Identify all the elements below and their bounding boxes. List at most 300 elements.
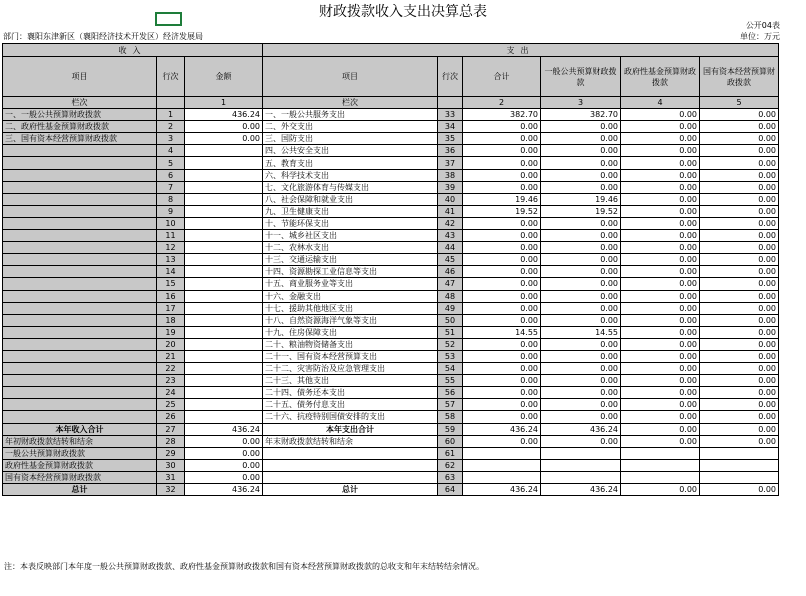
expense-soe-cell[interactable]: 0.00 (700, 350, 779, 362)
expense-item-cell[interactable]: 五、教育支出 (263, 157, 438, 169)
index-col-2[interactable]: 2 (463, 97, 541, 109)
expense-soe-cell[interactable]: 0.00 (700, 230, 779, 242)
expense-total-cell[interactable]: 0.00 (463, 242, 541, 254)
expense-fund-cell[interactable]: 0.00 (621, 350, 700, 362)
expense-rownum-cell[interactable]: 51 (438, 326, 463, 338)
expense-rownum-cell[interactable]: 46 (438, 266, 463, 278)
expense-soe-cell[interactable]: 0.00 (700, 326, 779, 338)
income-item-cell[interactable] (3, 350, 157, 362)
income-amount-cell[interactable] (185, 254, 263, 266)
income-item-cell[interactable]: 一般公共预算财政拨款 (3, 447, 157, 459)
expense-soe-cell[interactable]: 0.00 (700, 254, 779, 266)
income-amount-cell[interactable] (185, 145, 263, 157)
expense-fund-cell[interactable]: 0.00 (621, 169, 700, 181)
expense-item-cell[interactable]: 二、外交支出 (263, 121, 438, 133)
income-item-cell[interactable] (3, 217, 157, 229)
expense-total-cell[interactable]: 19.52 (463, 205, 541, 217)
income-rownum-cell[interactable]: 3 (157, 133, 185, 145)
income-amount-cell[interactable] (185, 181, 263, 193)
income-item-cell[interactable] (3, 363, 157, 375)
expense-general-cell[interactable]: 0.00 (541, 387, 621, 399)
income-rownum-cell[interactable]: 13 (157, 254, 185, 266)
expense-total-cell[interactable]: 0.00 (463, 145, 541, 157)
expense-soe-cell[interactable] (700, 447, 779, 459)
expense-total-cell[interactable]: 14.55 (463, 326, 541, 338)
expense-item-cell[interactable]: 年末财政拨款结转和结余 (263, 435, 438, 447)
expense-item-cell[interactable]: 十九、住房保障支出 (263, 326, 438, 338)
income-amount-cell[interactable] (185, 399, 263, 411)
expense-soe-cell[interactable]: 0.00 (700, 363, 779, 375)
expense-total-cell[interactable]: 0.00 (463, 266, 541, 278)
expense-total-cell[interactable]: 0.00 (463, 157, 541, 169)
expense-general-cell[interactable]: 0.00 (541, 375, 621, 387)
expense-general-cell[interactable]: 0.00 (541, 363, 621, 375)
income-amount-cell[interactable]: 436.24 (185, 423, 263, 435)
income-rownum-cell[interactable]: 11 (157, 230, 185, 242)
income-rownum-cell[interactable]: 29 (157, 447, 185, 459)
expense-total-cell[interactable]: 0.00 (463, 290, 541, 302)
expense-soe-cell[interactable]: 0.00 (700, 133, 779, 145)
income-rownum-cell[interactable]: 24 (157, 387, 185, 399)
header-expense-total[interactable]: 合计 (463, 57, 541, 97)
expense-fund-cell[interactable] (621, 447, 700, 459)
income-amount-cell[interactable]: 0.00 (185, 121, 263, 133)
income-amount-cell[interactable] (185, 193, 263, 205)
expense-general-cell[interactable]: 0.00 (541, 230, 621, 242)
expense-fund-cell[interactable]: 0.00 (621, 375, 700, 387)
index-blank-right[interactable] (438, 97, 463, 109)
expense-soe-cell[interactable]: 0.00 (700, 109, 779, 121)
expense-fund-cell[interactable]: 0.00 (621, 363, 700, 375)
income-amount-cell[interactable] (185, 278, 263, 290)
expense-item-cell[interactable] (263, 459, 438, 471)
expense-total-cell[interactable]: 0.00 (463, 338, 541, 350)
header-income-item[interactable]: 项目 (3, 57, 157, 97)
expense-fund-cell[interactable]: 0.00 (621, 484, 700, 496)
expense-item-cell[interactable]: 二十、粮油物资储备支出 (263, 338, 438, 350)
expense-rownum-cell[interactable]: 38 (438, 169, 463, 181)
expense-fund-cell[interactable]: 0.00 (621, 254, 700, 266)
income-item-cell[interactable]: 年初财政拨款结转和结余 (3, 435, 157, 447)
expense-item-cell[interactable]: 十五、商业服务业等支出 (263, 278, 438, 290)
income-amount-cell[interactable] (185, 290, 263, 302)
expense-total-cell[interactable]: 0.00 (463, 411, 541, 423)
income-item-cell[interactable]: 二、政府性基金预算财政拨款 (3, 121, 157, 133)
expense-fund-cell[interactable]: 0.00 (621, 217, 700, 229)
expense-fund-cell[interactable]: 0.00 (621, 266, 700, 278)
expense-total-cell[interactable]: 0.00 (463, 302, 541, 314)
expense-fund-cell[interactable]: 0.00 (621, 145, 700, 157)
expense-total-cell[interactable]: 436.24 (463, 423, 541, 435)
income-rownum-cell[interactable]: 22 (157, 363, 185, 375)
expense-general-cell[interactable]: 436.24 (541, 484, 621, 496)
expense-fund-cell[interactable]: 0.00 (621, 387, 700, 399)
expense-item-cell[interactable]: 十一、城乡社区支出 (263, 230, 438, 242)
income-amount-cell[interactable]: 0.00 (185, 471, 263, 483)
header-expense-item[interactable]: 项目 (263, 57, 438, 97)
income-amount-cell[interactable] (185, 230, 263, 242)
expense-fund-cell[interactable] (621, 459, 700, 471)
expense-soe-cell[interactable]: 0.00 (700, 217, 779, 229)
expense-fund-cell[interactable]: 0.00 (621, 230, 700, 242)
expense-rownum-cell[interactable]: 40 (438, 193, 463, 205)
expense-soe-cell[interactable]: 0.00 (700, 205, 779, 217)
header-expense-rownum[interactable]: 行次 (438, 57, 463, 97)
expense-fund-cell[interactable]: 0.00 (621, 242, 700, 254)
expense-general-cell[interactable]: 0.00 (541, 435, 621, 447)
income-rownum-cell[interactable]: 14 (157, 266, 185, 278)
income-item-cell[interactable] (3, 242, 157, 254)
expense-section-header[interactable]: 支出 (263, 44, 779, 57)
income-item-cell[interactable] (3, 145, 157, 157)
expense-soe-cell[interactable]: 0.00 (700, 411, 779, 423)
index-col-4[interactable]: 4 (621, 97, 700, 109)
expense-total-cell[interactable]: 0.00 (463, 121, 541, 133)
expense-total-cell[interactable]: 0.00 (463, 133, 541, 145)
expense-total-cell[interactable]: 0.00 (463, 230, 541, 242)
expense-soe-cell[interactable]: 0.00 (700, 181, 779, 193)
header-income-rownum[interactable]: 行次 (157, 57, 185, 97)
income-item-cell[interactable]: 国有资本经营预算财政拨款 (3, 471, 157, 483)
income-rownum-cell[interactable]: 26 (157, 411, 185, 423)
expense-total-cell[interactable]: 0.00 (463, 435, 541, 447)
expense-general-cell[interactable]: 0.00 (541, 181, 621, 193)
income-amount-cell[interactable] (185, 169, 263, 181)
expense-general-cell[interactable]: 0.00 (541, 278, 621, 290)
expense-rownum-cell[interactable]: 36 (438, 145, 463, 157)
income-amount-cell[interactable]: 436.24 (185, 484, 263, 496)
expense-item-cell[interactable]: 十八、自然资源海洋气象等支出 (263, 314, 438, 326)
expense-general-cell[interactable]: 0.00 (541, 169, 621, 181)
income-item-cell[interactable]: 政府性基金预算财政拨款 (3, 459, 157, 471)
income-rownum-cell[interactable]: 27 (157, 423, 185, 435)
income-rownum-cell[interactable]: 31 (157, 471, 185, 483)
header-expense-soe[interactable]: 国有资本经营预算财政拨款 (700, 57, 779, 97)
expense-general-cell[interactable]: 0.00 (541, 314, 621, 326)
expense-soe-cell[interactable]: 0.00 (700, 484, 779, 496)
expense-item-cell[interactable]: 三、国防支出 (263, 133, 438, 145)
income-amount-cell[interactable]: 0.00 (185, 447, 263, 459)
header-expense-general[interactable]: 一般公共预算财政拨款 (541, 57, 621, 97)
expense-fund-cell[interactable]: 0.00 (621, 193, 700, 205)
income-rownum-cell[interactable]: 18 (157, 314, 185, 326)
header-income-amount[interactable]: 金额 (185, 57, 263, 97)
expense-rownum-cell[interactable]: 33 (438, 109, 463, 121)
expense-rownum-cell[interactable]: 39 (438, 181, 463, 193)
expense-general-cell[interactable]: 0.00 (541, 217, 621, 229)
expense-rownum-cell[interactable]: 37 (438, 157, 463, 169)
expense-rownum-cell[interactable]: 34 (438, 121, 463, 133)
expense-soe-cell[interactable]: 0.00 (700, 145, 779, 157)
expense-fund-cell[interactable]: 0.00 (621, 399, 700, 411)
expense-general-cell[interactable] (541, 459, 621, 471)
income-amount-cell[interactable] (185, 326, 263, 338)
expense-rownum-cell[interactable]: 57 (438, 399, 463, 411)
expense-general-cell[interactable]: 436.24 (541, 423, 621, 435)
header-expense-fund[interactable]: 政府性基金预算财政拨款 (621, 57, 700, 97)
expense-item-cell[interactable]: 十三、交通运输支出 (263, 254, 438, 266)
income-rownum-cell[interactable]: 20 (157, 338, 185, 350)
expense-rownum-cell[interactable]: 47 (438, 278, 463, 290)
expense-fund-cell[interactable]: 0.00 (621, 411, 700, 423)
expense-rownum-cell[interactable]: 63 (438, 471, 463, 483)
expense-fund-cell[interactable]: 0.00 (621, 109, 700, 121)
index-col-1[interactable]: 1 (185, 97, 263, 109)
income-rownum-cell[interactable]: 21 (157, 350, 185, 362)
income-item-cell[interactable]: 三、国有资本经营预算财政拨款 (3, 133, 157, 145)
income-item-cell[interactable] (3, 169, 157, 181)
expense-item-cell[interactable]: 十四、资源勘探工业信息等支出 (263, 266, 438, 278)
income-amount-cell[interactable] (185, 302, 263, 314)
expense-general-cell[interactable]: 0.00 (541, 254, 621, 266)
expense-fund-cell[interactable]: 0.00 (621, 338, 700, 350)
expense-soe-cell[interactable]: 0.00 (700, 375, 779, 387)
income-amount-cell[interactable]: 0.00 (185, 133, 263, 145)
income-rownum-cell[interactable]: 1 (157, 109, 185, 121)
expense-soe-cell[interactable]: 0.00 (700, 169, 779, 181)
expense-general-cell[interactable]: 0.00 (541, 145, 621, 157)
expense-rownum-cell[interactable]: 48 (438, 290, 463, 302)
expense-rownum-cell[interactable]: 42 (438, 217, 463, 229)
index-label-right[interactable]: 栏次 (263, 97, 438, 109)
income-rownum-cell[interactable]: 9 (157, 205, 185, 217)
expense-general-cell[interactable]: 0.00 (541, 411, 621, 423)
income-amount-cell[interactable]: 0.00 (185, 435, 263, 447)
expense-soe-cell[interactable]: 0.00 (700, 266, 779, 278)
expense-soe-cell[interactable]: 0.00 (700, 338, 779, 350)
expense-general-cell[interactable]: 14.55 (541, 326, 621, 338)
expense-item-cell[interactable]: 二十三、其他支出 (263, 375, 438, 387)
income-rownum-cell[interactable]: 23 (157, 375, 185, 387)
expense-total-cell[interactable]: 0.00 (463, 375, 541, 387)
income-amount-cell[interactable]: 436.24 (185, 109, 263, 121)
expense-soe-cell[interactable]: 0.00 (700, 423, 779, 435)
income-amount-cell[interactable] (185, 205, 263, 217)
expense-fund-cell[interactable]: 0.00 (621, 133, 700, 145)
income-item-cell[interactable]: 本年收入合计 (3, 423, 157, 435)
index-col-5[interactable]: 5 (700, 97, 779, 109)
expense-fund-cell[interactable] (621, 471, 700, 483)
expense-total-cell[interactable]: 0.00 (463, 217, 541, 229)
expense-rownum-cell[interactable]: 53 (438, 350, 463, 362)
income-item-cell[interactable] (3, 411, 157, 423)
expense-rownum-cell[interactable]: 35 (438, 133, 463, 145)
expense-total-cell[interactable] (463, 471, 541, 483)
expense-fund-cell[interactable]: 0.00 (621, 181, 700, 193)
expense-rownum-cell[interactable]: 62 (438, 459, 463, 471)
expense-soe-cell[interactable]: 0.00 (700, 387, 779, 399)
expense-soe-cell[interactable]: 0.00 (700, 302, 779, 314)
expense-total-cell[interactable] (463, 459, 541, 471)
income-amount-cell[interactable] (185, 338, 263, 350)
income-amount-cell[interactable] (185, 217, 263, 229)
expense-soe-cell[interactable]: 0.00 (700, 278, 779, 290)
expense-rownum-cell[interactable]: 41 (438, 205, 463, 217)
income-item-cell[interactable] (3, 387, 157, 399)
expense-general-cell[interactable]: 19.52 (541, 205, 621, 217)
income-item-cell[interactable] (3, 230, 157, 242)
expense-item-cell[interactable]: 十、节能环保支出 (263, 217, 438, 229)
income-item-cell[interactable] (3, 302, 157, 314)
income-rownum-cell[interactable]: 32 (157, 484, 185, 496)
income-rownum-cell[interactable]: 7 (157, 181, 185, 193)
index-label-left[interactable]: 栏次 (3, 97, 157, 109)
income-item-cell[interactable] (3, 278, 157, 290)
income-item-cell[interactable] (3, 326, 157, 338)
income-amount-cell[interactable]: 0.00 (185, 459, 263, 471)
index-col-3[interactable]: 3 (541, 97, 621, 109)
expense-item-cell[interactable]: 二十六、抗疫特别国债安排的支出 (263, 411, 438, 423)
expense-fund-cell[interactable]: 0.00 (621, 278, 700, 290)
expense-total-cell[interactable]: 19.46 (463, 193, 541, 205)
expense-general-cell[interactable]: 0.00 (541, 242, 621, 254)
income-rownum-cell[interactable]: 15 (157, 278, 185, 290)
income-rownum-cell[interactable]: 12 (157, 242, 185, 254)
expense-soe-cell[interactable]: 0.00 (700, 435, 779, 447)
expense-rownum-cell[interactable]: 55 (438, 375, 463, 387)
income-rownum-cell[interactable]: 25 (157, 399, 185, 411)
expense-item-cell[interactable]: 十二、农林水支出 (263, 242, 438, 254)
expense-fund-cell[interactable]: 0.00 (621, 157, 700, 169)
income-rownum-cell[interactable]: 17 (157, 302, 185, 314)
expense-total-cell[interactable]: 0.00 (463, 181, 541, 193)
expense-fund-cell[interactable]: 0.00 (621, 314, 700, 326)
income-item-cell[interactable]: 一、一般公共预算财政拨款 (3, 109, 157, 121)
expense-rownum-cell[interactable]: 43 (438, 230, 463, 242)
income-amount-cell[interactable] (185, 411, 263, 423)
income-item-cell[interactable] (3, 338, 157, 350)
income-rownum-cell[interactable]: 19 (157, 326, 185, 338)
income-rownum-cell[interactable]: 16 (157, 290, 185, 302)
expense-general-cell[interactable] (541, 447, 621, 459)
expense-total-cell[interactable]: 0.00 (463, 399, 541, 411)
income-rownum-cell[interactable]: 4 (157, 145, 185, 157)
expense-item-cell[interactable]: 四、公共安全支出 (263, 145, 438, 157)
expense-general-cell[interactable]: 0.00 (541, 338, 621, 350)
income-amount-cell[interactable] (185, 375, 263, 387)
expense-item-cell[interactable] (263, 447, 438, 459)
income-rownum-cell[interactable]: 10 (157, 217, 185, 229)
expense-soe-cell[interactable] (700, 459, 779, 471)
income-rownum-cell[interactable]: 30 (157, 459, 185, 471)
income-amount-cell[interactable] (185, 157, 263, 169)
expense-fund-cell[interactable]: 0.00 (621, 290, 700, 302)
expense-item-cell[interactable]: 一、一般公共服务支出 (263, 109, 438, 121)
expense-soe-cell[interactable]: 0.00 (700, 121, 779, 133)
expense-rownum-cell[interactable]: 54 (438, 363, 463, 375)
income-item-cell[interactable] (3, 290, 157, 302)
expense-general-cell[interactable]: 382.70 (541, 109, 621, 121)
expense-fund-cell[interactable]: 0.00 (621, 423, 700, 435)
income-rownum-cell[interactable]: 6 (157, 169, 185, 181)
expense-item-cell[interactable]: 十六、金融支出 (263, 290, 438, 302)
expense-rownum-cell[interactable]: 49 (438, 302, 463, 314)
expense-total-cell[interactable]: 0.00 (463, 350, 541, 362)
expense-fund-cell[interactable]: 0.00 (621, 435, 700, 447)
expense-rownum-cell[interactable]: 60 (438, 435, 463, 447)
expense-total-cell[interactable]: 0.00 (463, 314, 541, 326)
expense-general-cell[interactable]: 0.00 (541, 157, 621, 169)
expense-soe-cell[interactable]: 0.00 (700, 399, 779, 411)
expense-general-cell[interactable]: 0.00 (541, 399, 621, 411)
expense-general-cell[interactable]: 0.00 (541, 302, 621, 314)
income-rownum-cell[interactable]: 8 (157, 193, 185, 205)
expense-item-cell[interactable]: 二十五、债务付息支出 (263, 399, 438, 411)
income-rownum-cell[interactable]: 2 (157, 121, 185, 133)
expense-soe-cell[interactable] (700, 471, 779, 483)
expense-item-cell[interactable]: 十七、援助其他地区支出 (263, 302, 438, 314)
expense-item-cell[interactable]: 总计 (263, 484, 438, 496)
expense-general-cell[interactable]: 19.46 (541, 193, 621, 205)
expense-item-cell[interactable] (263, 471, 438, 483)
income-item-cell[interactable] (3, 314, 157, 326)
income-amount-cell[interactable] (185, 350, 263, 362)
expense-general-cell[interactable]: 0.00 (541, 350, 621, 362)
expense-soe-cell[interactable]: 0.00 (700, 314, 779, 326)
expense-total-cell[interactable]: 0.00 (463, 254, 541, 266)
income-rownum-cell[interactable]: 5 (157, 157, 185, 169)
expense-rownum-cell[interactable]: 56 (438, 387, 463, 399)
expense-general-cell[interactable]: 0.00 (541, 266, 621, 278)
expense-rownum-cell[interactable]: 59 (438, 423, 463, 435)
expense-fund-cell[interactable]: 0.00 (621, 205, 700, 217)
expense-fund-cell[interactable]: 0.00 (621, 121, 700, 133)
expense-total-cell[interactable]: 0.00 (463, 169, 541, 181)
expense-total-cell[interactable]: 0.00 (463, 387, 541, 399)
expense-total-cell[interactable] (463, 447, 541, 459)
expense-general-cell[interactable]: 0.00 (541, 133, 621, 145)
expense-item-cell[interactable]: 九、卫生健康支出 (263, 205, 438, 217)
income-item-cell[interactable] (3, 157, 157, 169)
income-item-cell[interactable] (3, 181, 157, 193)
expense-rownum-cell[interactable]: 52 (438, 338, 463, 350)
expense-item-cell[interactable]: 六、科学技术支出 (263, 169, 438, 181)
expense-item-cell[interactable]: 本年支出合计 (263, 423, 438, 435)
expense-rownum-cell[interactable]: 64 (438, 484, 463, 496)
income-item-cell[interactable] (3, 205, 157, 217)
expense-item-cell[interactable]: 二十四、债务还本支出 (263, 387, 438, 399)
income-item-cell[interactable] (3, 193, 157, 205)
income-rownum-cell[interactable]: 28 (157, 435, 185, 447)
expense-rownum-cell[interactable]: 45 (438, 254, 463, 266)
income-amount-cell[interactable] (185, 242, 263, 254)
income-section-header[interactable]: 收入 (3, 44, 263, 57)
expense-item-cell[interactable]: 八、社会保障和就业支出 (263, 193, 438, 205)
income-item-cell[interactable]: 总计 (3, 484, 157, 496)
expense-general-cell[interactable]: 0.00 (541, 121, 621, 133)
income-item-cell[interactable] (3, 266, 157, 278)
expense-total-cell[interactable]: 436.24 (463, 484, 541, 496)
expense-item-cell[interactable]: 七、文化旅游体育与传媒支出 (263, 181, 438, 193)
expense-fund-cell[interactable]: 0.00 (621, 302, 700, 314)
income-amount-cell[interactable] (185, 387, 263, 399)
expense-soe-cell[interactable]: 0.00 (700, 290, 779, 302)
expense-rownum-cell[interactable]: 44 (438, 242, 463, 254)
expense-item-cell[interactable]: 二十一、国有资本经营预算支出 (263, 350, 438, 362)
income-amount-cell[interactable] (185, 363, 263, 375)
expense-soe-cell[interactable]: 0.00 (700, 242, 779, 254)
income-amount-cell[interactable] (185, 266, 263, 278)
expense-rownum-cell[interactable]: 50 (438, 314, 463, 326)
expense-fund-cell[interactable]: 0.00 (621, 326, 700, 338)
income-item-cell[interactable] (3, 399, 157, 411)
income-item-cell[interactable] (3, 254, 157, 266)
expense-soe-cell[interactable]: 0.00 (700, 157, 779, 169)
expense-general-cell[interactable]: 0.00 (541, 290, 621, 302)
income-item-cell[interactable] (3, 375, 157, 387)
expense-total-cell[interactable]: 0.00 (463, 363, 541, 375)
expense-rownum-cell[interactable]: 58 (438, 411, 463, 423)
